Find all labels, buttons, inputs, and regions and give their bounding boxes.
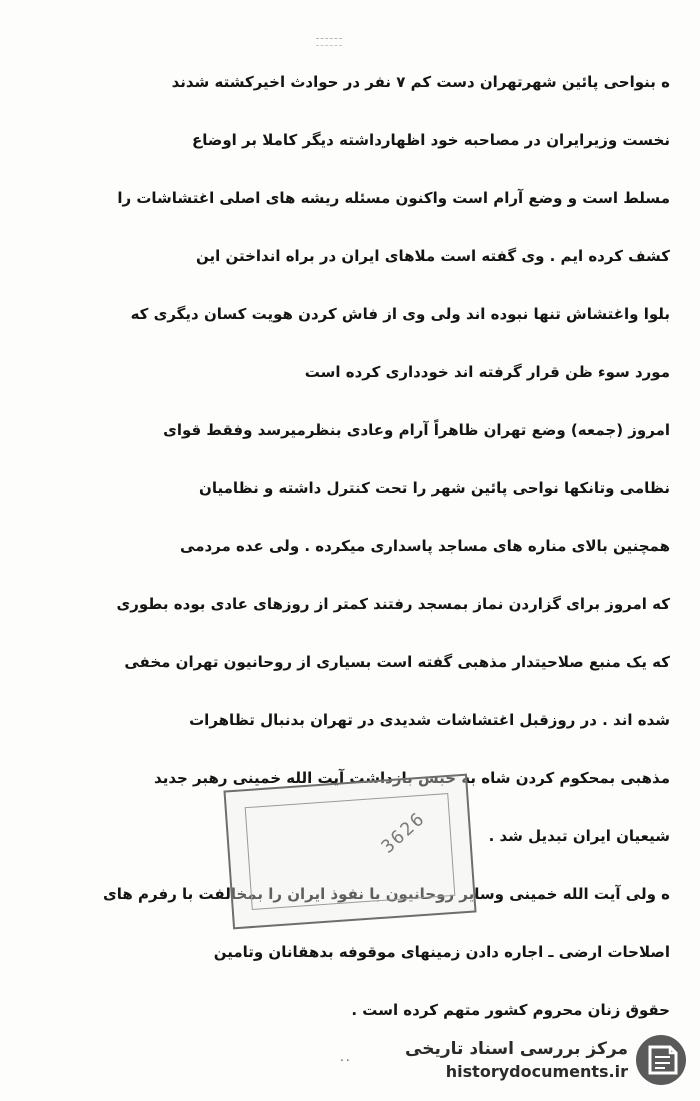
- text-line: که یک منبع صلاحیتدار مذهبی گفته است بسیاری از روحانیون تهران مخفی: [124, 653, 670, 671]
- text-line: حقوق زنان محروم کشور متهم کرده است .: [351, 1001, 670, 1019]
- archive-logo-icon: [636, 1035, 686, 1085]
- top-margin-mark: [316, 38, 342, 46]
- watermark-title: مرکز بررسی اسناد تاریخی: [405, 1039, 628, 1059]
- stamp-number: 3626: [377, 807, 430, 858]
- text-line: کشف کرده ایم . وی گفته است ملاهای ایران در براه انداختن این: [195, 247, 670, 265]
- text-line: نخست وزیرایران در مصاحبه خود اظهارداشته دیگر کاملا بر اوضاع: [191, 131, 670, 149]
- text-line: مسلط است و وضع آرام است واکنون مسئله ریشه های اصلی اغتشاشات را: [117, 189, 670, 207]
- text-line: بلوا واغتشاش تنها نبوده اند ولی وی از فاش کردن هویت کسان دیگری که: [130, 305, 670, 323]
- text-line: ه ولی آیت الله خمینی وسایر روحانیون با نفوذ ایران را بمخالفت با رفرم های: [103, 885, 670, 903]
- text-line: نظامی وتانکها نواحی پائین شهر را تحت کنترل داشته و نظامیان: [199, 479, 670, 497]
- text-line: همچنین بالای مناره های مساجد پاسداری میکرده . ولی عده مردمی: [180, 537, 670, 555]
- text-line: ه بنواحی پائین شهرتهران دست کم ۷ نفر در حوادث اخیرکشته شدند: [171, 73, 670, 91]
- watermark-url: historydocuments.ir: [445, 1062, 628, 1081]
- text-line: اصلاحات ارضی ـ اجاره دادن زمینهای موقوفه بدهقانان وتامین: [213, 943, 670, 961]
- text-line: شیعیان ایران تبدیل شد .: [488, 827, 670, 845]
- text-line: امروز (جمعه) وضع تهران ظاهراً آرام وعادی بنظرمیرسد وفقط قوای: [163, 421, 670, 439]
- text-line: مورد سوء ظن قرار گرفته اند خودداری کرده است: [304, 363, 670, 381]
- text-line: شده اند . در روزقبل اغتشاشات شدیدی در تهران بدنبال تظاهرات: [189, 711, 670, 729]
- stamp-inner-border: [245, 793, 456, 910]
- text-line: مذهبی بمحکوم کردن شاه به حبس بازداشت آیت الله خمینی رهبر جدید: [154, 769, 670, 787]
- page-footer-marks: ..: [340, 1050, 352, 1064]
- text-line: که امروز برای گزاردن نماز بمسجد رفتند کمتر از روزهای عادی بوده بطوری: [116, 595, 670, 613]
- watermark-texts: [405, 1037, 628, 1083]
- archive-stamp: [223, 774, 476, 930]
- watermark: [396, 1029, 686, 1091]
